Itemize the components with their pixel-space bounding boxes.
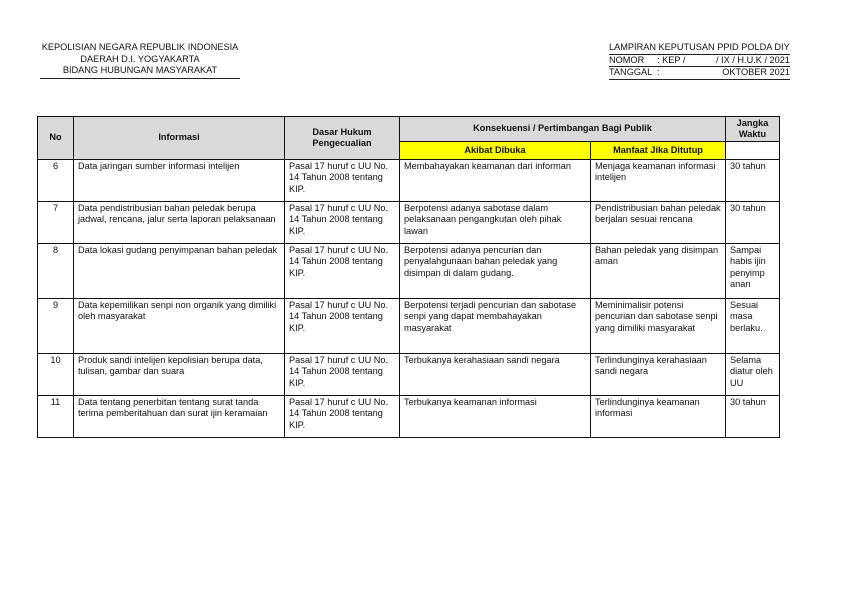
nomor-separator: : KEP / [657,54,686,65]
row-akibat-dibuka: Terbukanya keamanan informasi [400,396,591,438]
header-jangka-blank [726,142,780,160]
row-jangka-waktu: Sesuai masa berlaku. [726,299,780,354]
row-jangka-waktu: 30 tahun [726,202,780,244]
header-akibat-dibuka: Akibat Dibuka [400,142,591,160]
row-akibat-dibuka: Terbukanya kerahasiaan sandi negara [400,354,591,396]
header-konsekuensi: Konsekuensi / Pertimbangan Bagi Publik [400,117,726,142]
institution-header [40,42,240,79]
tanggal-label: TANGGAL [609,67,653,77]
nomor-value: / IX / H.U.K / 2021 [715,54,790,65]
row-no: 8 [38,244,74,299]
row-informasi: Data pendistribusian bahan peledak berupa jadwal, rencana, jalur serta laporan pelaksanaan [74,202,285,244]
row-dasar-hukum: Pasal 17 huruf c UU No. 14 Tahun 2008 tentang KIP. [285,244,400,299]
tanggal-separator: : [657,67,660,77]
header-manfaat-ditutup: Manfaat Jika Ditutup [591,142,726,160]
decree-title: LAMPIRAN KEPUTUSAN PPID POLDA DIY [609,42,790,52]
nomor-row [609,55,790,68]
row-akibat-dibuka: Berpotensi adanya pencurian dan penyalahgunaan bahan peledak yang disimpan di dalam gudang. [400,244,591,299]
row-jangka-waktu: 30 tahun [726,160,780,202]
row-dasar-hukum: Pasal 17 huruf c UU No. 14 Tahun 2008 tentang KIP. [285,202,400,244]
row-informasi: Data tentang penerbitan tentang surat tanda terima pemberitahuan dan surat ijin keramaian [74,396,285,438]
row-manfaat-ditutup: Menjaga keamanan informasi intelijen [591,160,726,202]
decree-reference [609,42,790,80]
row-informasi: Data kepemilikan senpi non organik yang dimiliki oleh masyarakat [74,299,285,354]
table-row [38,396,780,438]
header-underline [40,78,240,79]
row-akibat-dibuka: Berpotensi adanya sabotase dalam pelaksanaan pengangkutan oleh pihak lawan [400,202,591,244]
region-name: DAERAH D.I. YOGYAKARTA [80,53,200,64]
table-row [38,160,780,202]
row-manfaat-ditutup: Bahan peledak yang disimpan aman [591,244,726,299]
row-dasar-hukum: Pasal 17 huruf c UU No. 14 Tahun 2008 tentang KIP. [285,354,400,396]
row-manfaat-ditutup: Meminimalisir potensi pencurian dan sabotase senpi yang dimiliki masyarakat [591,299,726,354]
table-row [38,299,780,354]
row-dasar-hukum: Pasal 17 huruf c UU No. 14 Tahun 2008 tentang KIP. [285,160,400,202]
row-informasi: Data jaringan sumber informasi intelijen [74,160,285,202]
institution-name: KEPOLISIAN NEGARA REPUBLIK INDONESIA [41,42,239,52]
row-dasar-hukum: Pasal 17 huruf c UU No. 14 Tahun 2008 tentang KIP. [285,396,400,438]
row-akibat-dibuka: Membahayakan keamanan dari informan [400,160,591,202]
tanggal-value: OKTOBER 2021 [722,67,790,77]
row-jangka-waktu: Selama diatur oleh UU [726,354,780,396]
table-row [38,244,780,299]
row-no: 11 [38,396,74,438]
row-no: 7 [38,202,74,244]
header-dasar-hukum: Dasar Hukum Pengecualian [285,117,400,160]
row-jangka-waktu: 30 tahun [726,396,780,438]
row-no: 10 [38,354,74,396]
division-name: BIDANG HUBUNGAN MASYARAKAT [62,65,218,75]
row-dasar-hukum: Pasal 17 huruf c UU No. 14 Tahun 2008 tentang KIP. [285,299,400,354]
row-jangka-waktu: Sampai habis ijin penyimp anan [726,244,780,299]
row-no: 6 [38,160,74,202]
row-manfaat-ditutup: Terlindunginya keamanan informasi [591,396,726,438]
header-no: No [38,117,74,160]
nomor-label: NOMOR [609,54,645,65]
row-no: 9 [38,299,74,354]
exemption-table [37,116,780,438]
decree-title-row [609,42,790,55]
header-jangka-waktu: Jangka Waktu [726,117,780,142]
row-akibat-dibuka: Berpotensi terjadi pencurian dan sabotase senpi yang dapat membahayakan masyarakat [400,299,591,354]
row-manfaat-ditutup: Pendistribusian bahan peledak berjalan sesuai rencana [591,202,726,244]
table-row [38,354,780,396]
row-informasi: Produk sandi intelijen kepolisian berupa data, tulisan, gambar dan suara [74,354,285,396]
table-row [38,202,780,244]
header-informasi: Informasi [74,117,285,160]
tanggal-row [609,67,790,80]
row-informasi: Data lokasi gudang penyimpanan bahan peledak [74,244,285,299]
row-manfaat-ditutup: Terlindunginya kerahasiaan sandi negara [591,354,726,396]
